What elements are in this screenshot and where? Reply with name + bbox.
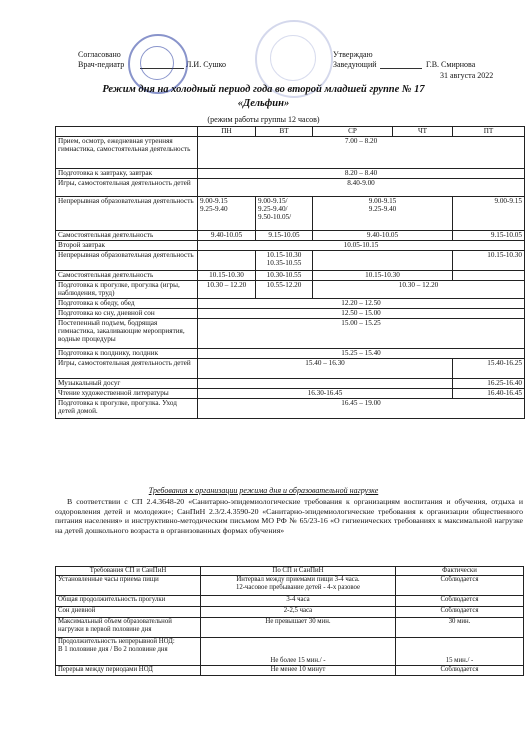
time-cell: 9.40-10.05: [313, 231, 453, 241]
requirement-norm: Интервал между приемами пищи 3-4 часа. 12-часовое пребывание детей - 4-х разовое: [201, 576, 396, 596]
approve-label: Утверждаю: [333, 50, 373, 59]
time-cell: 10.05-10.15: [198, 241, 525, 251]
requirement-name: Перерыв между периодами НОД: [56, 666, 201, 676]
activity-label: Подготовка к прогулке, прогулка (игры, наблюдения, труд): [56, 281, 198, 299]
time-cell: 10.55-12.20: [256, 281, 313, 299]
time-cell: 10.15-10.30: [313, 271, 453, 281]
schedule-row: [56, 389, 525, 399]
time-cell: 16.30-16.45: [198, 389, 453, 399]
activity-label: Прием, осмотр, ежедневная утренняя гимнастика, самостоятельная деятельность: [56, 137, 198, 169]
activity-label: Подготовка к прогулке, прогулка. Уход детей домой.: [56, 399, 198, 419]
time-cell: 15.00 – 15.25: [198, 319, 525, 349]
column-header: Фактически: [396, 567, 524, 576]
requirement-norm: 3-4 часа: [201, 596, 396, 607]
day-header: ПТ: [453, 127, 525, 137]
requirement-norm: Не превышает 30 мин.: [201, 618, 396, 638]
group-name: «Дельфин»: [237, 98, 290, 109]
schedule-row: [56, 319, 525, 349]
schedule-header-row: [56, 127, 525, 137]
time-cell: 7.00 – 8.20: [198, 137, 525, 169]
time-cell: 8.40-9.00: [198, 179, 525, 197]
time-cell: 15.40 – 16.30: [198, 359, 453, 379]
time-cell: 8.20 – 8.40: [198, 169, 525, 179]
time-cell: 9.00-9.15: [453, 197, 525, 231]
activity-label: Подготовка к обеду, обед: [56, 299, 198, 309]
time-cell: 16.45 – 19.00: [198, 399, 525, 419]
schedule-row: [56, 137, 525, 169]
column-header: По СП и СанПиН: [201, 567, 396, 576]
schedule-title: Режим дня на холодный период года во второй младшей группе № 17: [102, 84, 425, 95]
schedule-row: [56, 349, 525, 359]
activity-label: Второй завтрак: [56, 241, 198, 251]
time-cell: 10.30 – 12.20: [313, 281, 525, 299]
schedule-row: [56, 299, 525, 309]
requirement-fact: Соблюдается: [396, 607, 524, 618]
work-hours-note: (режим работы группы 12 часов): [207, 115, 320, 124]
round-stamp-right-inner: [270, 35, 316, 81]
time-cell: 10.15-10.30: [198, 271, 256, 281]
day-header: ЧТ: [393, 127, 453, 137]
schedule-row: [56, 197, 525, 231]
requirement-fact: Соблюдается: [396, 596, 524, 607]
pediatrician-label: Врач-педиатр: [78, 60, 125, 69]
day-header: ПН: [198, 127, 256, 137]
time-cell: 15.40-16.25: [453, 359, 525, 379]
activity-label: Постепенный подъем, бодрящая гимнастика, закаливающие мероприятия, водные процедуры: [56, 319, 198, 349]
activity-label: Игры, самостоятельная деятельность детей: [56, 179, 198, 197]
time-cell: 16.40-16.45: [453, 389, 525, 399]
time-cell: 10.30-10.55: [256, 271, 313, 281]
day-header: СР: [313, 127, 393, 137]
requirement-name: Продолжительность непрерывной НОД: В 1 половине дня / Во 2 половине дня: [56, 638, 201, 666]
corner-cell: [56, 127, 198, 137]
schedule-row: [56, 241, 525, 251]
requirement-fact: 15 мин./ -: [396, 638, 524, 666]
activity-label: Игры, самостоятельная деятельность детей: [56, 359, 198, 379]
activity-label: Непрерывная образовательная деятельность: [56, 251, 198, 271]
requirement-name: Установленные часы приема пищи: [56, 576, 201, 596]
requirement-name: Максимальный объем образовательной нагрузки в первой половине дня: [56, 618, 201, 638]
requirements-row: [56, 596, 524, 607]
head-label: Заведующий: [333, 60, 377, 69]
schedule-row: [56, 271, 525, 281]
empty-cell: [313, 251, 453, 271]
activity-label: Чтение художественной литературы: [56, 389, 198, 399]
time-cell: 9.15-10.05: [256, 231, 313, 241]
requirements-row: [56, 666, 524, 676]
requirements-row: [56, 638, 524, 666]
head-name: Г.В. Смирнова: [426, 60, 476, 69]
signature-line-right: [380, 68, 422, 69]
time-cell: 10.30 – 12.20: [198, 281, 256, 299]
requirements-row: [56, 618, 524, 638]
activity-label: Самостоятельная деятельность: [56, 231, 198, 241]
agreed-label: Согласовано: [78, 50, 121, 59]
approval-date: 31 августа 2022: [440, 71, 494, 80]
requirement-fact: 30 мин.: [396, 618, 524, 638]
schedule-row: [56, 309, 525, 319]
requirement-name: Сон дневной: [56, 607, 201, 618]
schedule-row: [56, 359, 525, 379]
round-stamp-left-inner: [140, 46, 174, 80]
time-cell: 10.15-10.30 10.35-10.55: [256, 251, 313, 271]
empty-cell: [198, 251, 256, 271]
time-cell: 12.20 – 12.50: [198, 299, 525, 309]
requirements-row: [56, 607, 524, 618]
schedule-row: [56, 231, 525, 241]
time-cell: 9.00-9.15 9.25-9.40: [313, 197, 453, 231]
requirement-norm: Не менее 10 минут: [201, 666, 396, 676]
time-cell: 9.00-9.15 9.25-9.40: [198, 197, 256, 231]
time-cell: 9.40-10.05: [198, 231, 256, 241]
schedule-row: [56, 169, 525, 179]
time-cell: 9.00-9.15/ 9.25-9.40/ 9.50-10.05/: [256, 197, 313, 231]
schedule-row: [56, 281, 525, 299]
schedule-row: [56, 179, 525, 197]
pediatrician-name: Л.И. Сушко: [186, 60, 226, 69]
schedule-table: [55, 126, 525, 419]
time-cell: 10.15-10.30: [453, 251, 525, 271]
time-cell: 15.25 – 15.40: [198, 349, 525, 359]
column-header: Требования СП и СанПиН: [56, 567, 201, 576]
schedule-row: [56, 379, 525, 389]
empty-cell: [198, 379, 453, 389]
activity-label: Подготовка к завтраку, завтрак: [56, 169, 198, 179]
requirement-norm: 2-2,5 часа: [201, 607, 396, 618]
time-cell: 12.50 – 15.00: [198, 309, 525, 319]
requirements-row: [56, 576, 524, 596]
activity-label: Музыкальный досуг: [56, 379, 198, 389]
activity-label: Самостоятельная деятельность: [56, 271, 198, 281]
time-cell: 16.25-16.40: [453, 379, 525, 389]
requirements-header-row: [56, 567, 524, 576]
activity-label: Непрерывная образовательная деятельность: [56, 197, 198, 231]
activity-label: Подготовка ко сну, дневной сон: [56, 309, 198, 319]
requirement-fact: Соблюдается: [396, 666, 524, 676]
requirements-table: [55, 566, 524, 676]
time-cell: 9.15-10.05: [453, 231, 525, 241]
requirements-paragraph: В соответствии с СП 2.4.3648-20 «Санитарно-эпидемиологические требования к организациям воспитания и обучения, отдыха и оздоровления детей и молодежи»; СанПиН 2.3/2.4.3590-20 «Санитарно-эпидемиологические требования к организации общественного питания населения» и инструктивно-методическим письмом МО РФ № 65/23-16 «О гигиенических требованиях к максимальной нагрузке на детей дошкольного возраста в организованных формах обучения»: [55, 497, 523, 535]
activity-label: Подготовка к полднику, полдник: [56, 349, 198, 359]
requirement-fact: Соблюдается: [396, 576, 524, 596]
requirements-title: Требования к организации режима дня и образовательной нагрузке: [148, 486, 379, 495]
requirement-norm: Не более 15 мин./ -: [201, 638, 396, 666]
schedule-row: [56, 399, 525, 419]
empty-cell: [453, 271, 525, 281]
requirement-name: Общая продолжительность прогулки: [56, 596, 201, 607]
day-header: ВТ: [256, 127, 313, 137]
schedule-row: [56, 251, 525, 271]
